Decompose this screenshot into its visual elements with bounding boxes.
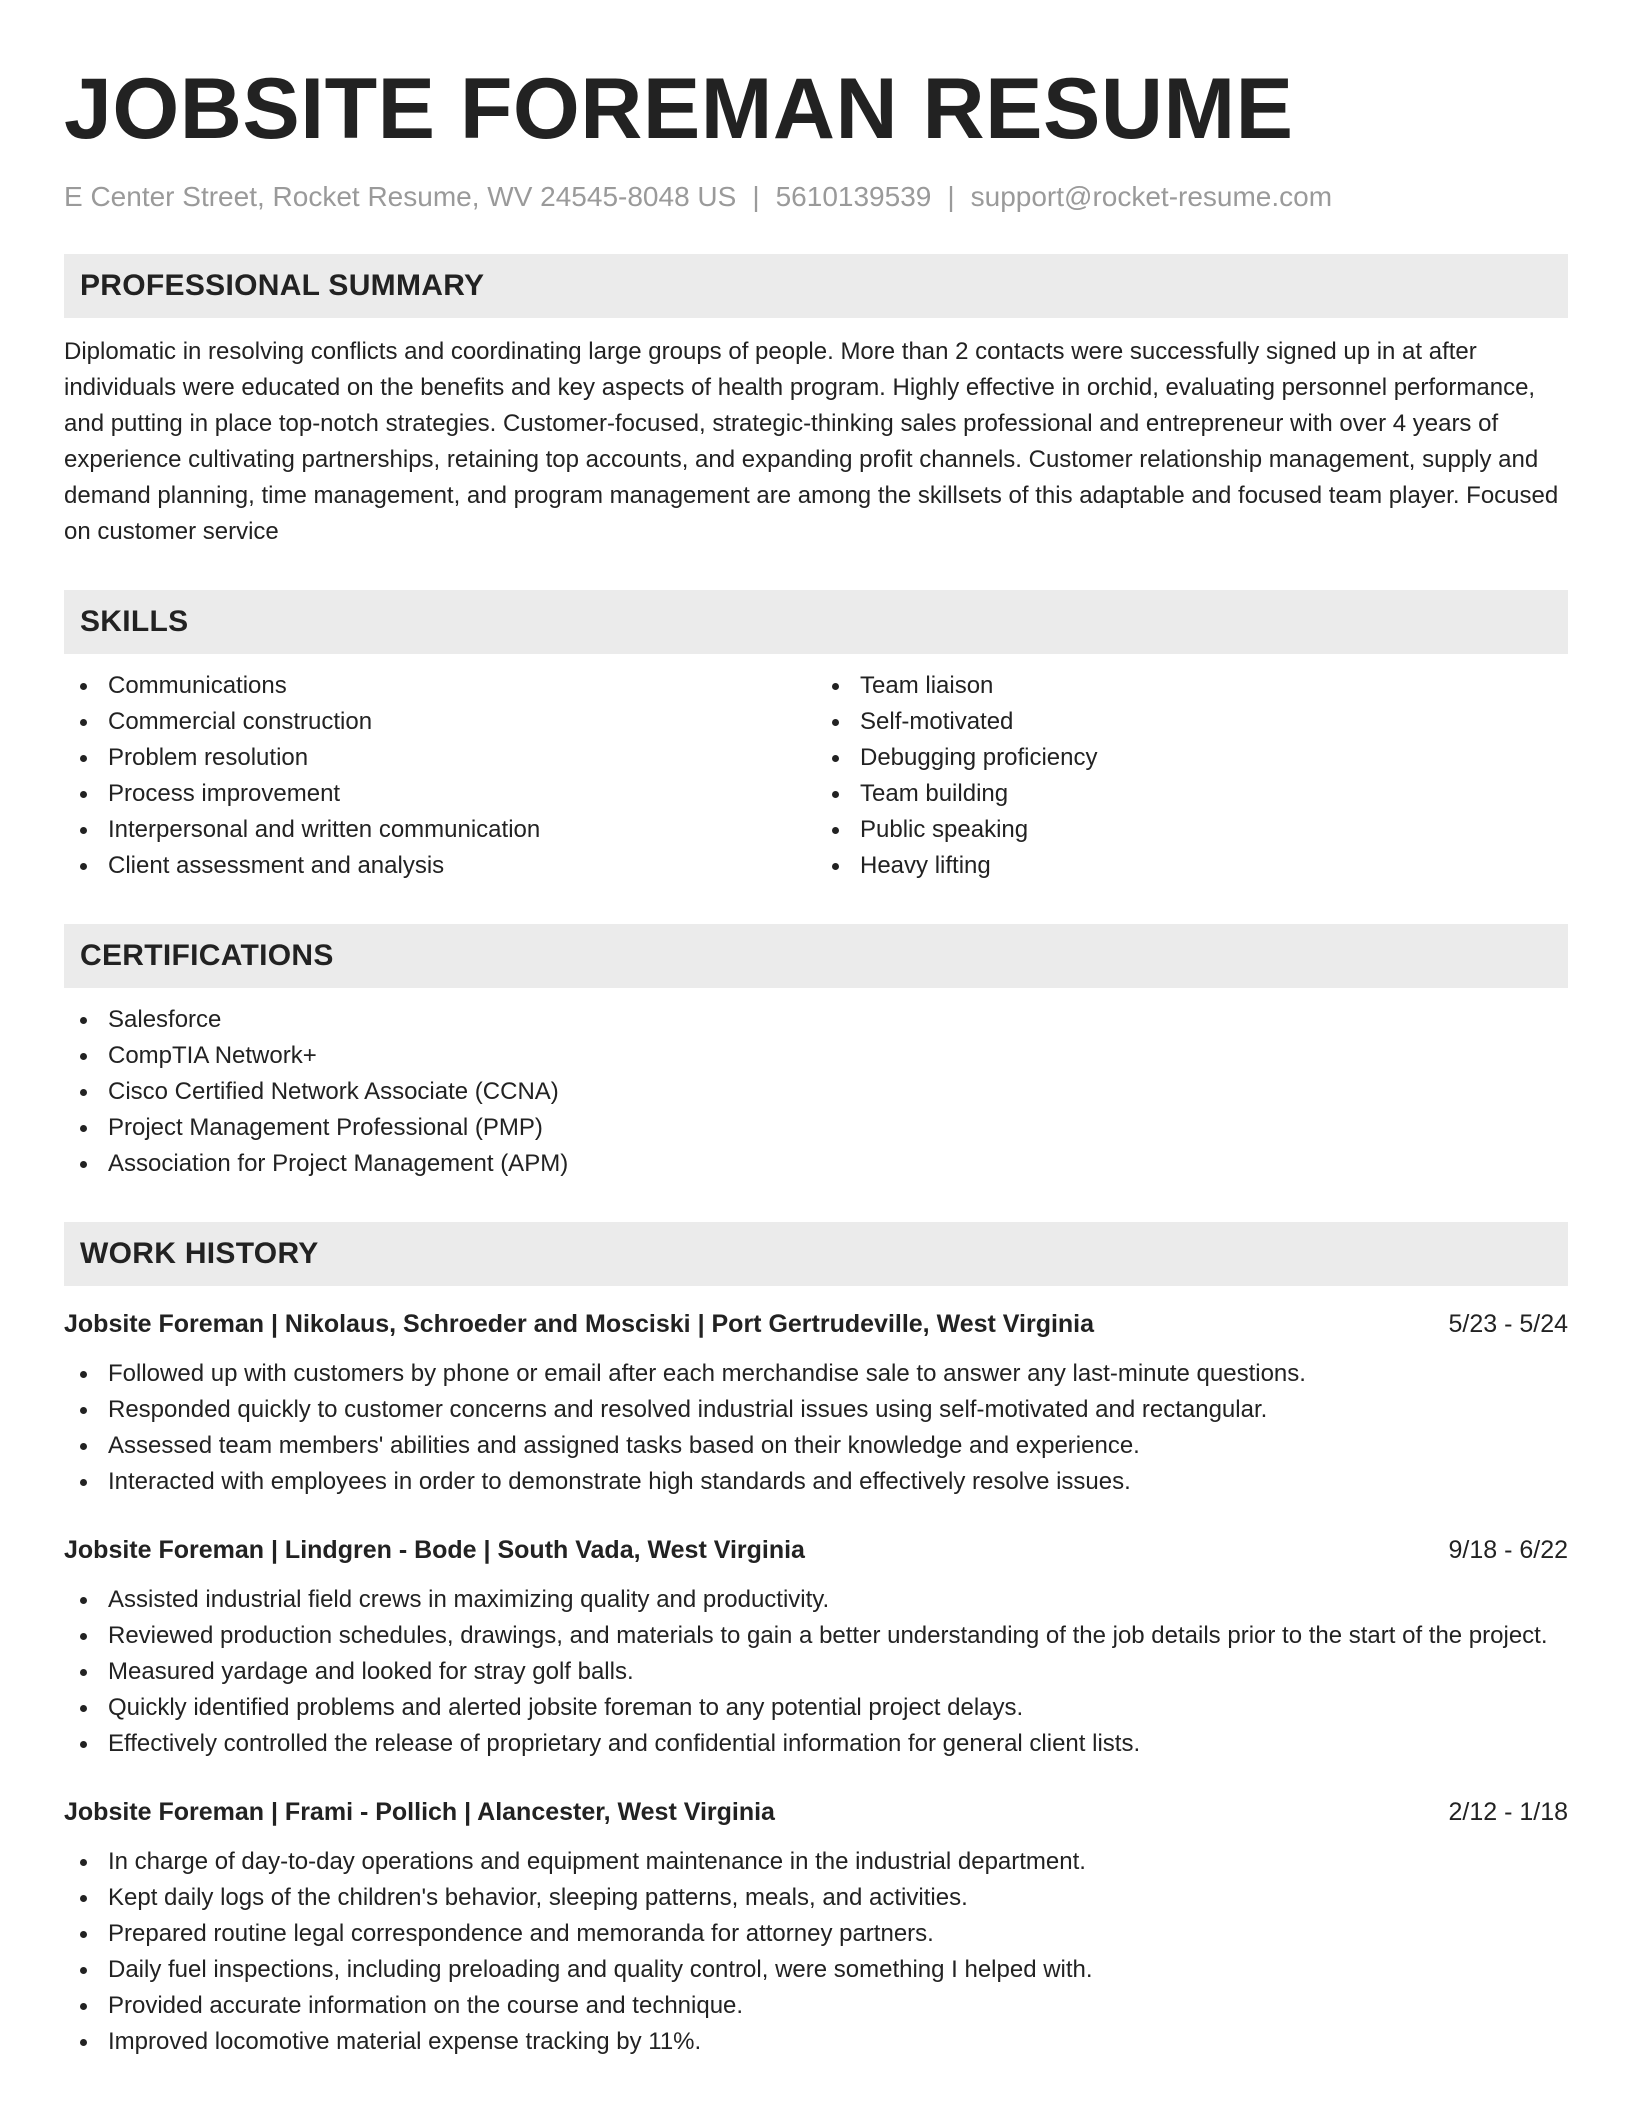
job-bullet: Improved locomotive material expense tracking by 11%. [64,2024,1568,2060]
contact-separator: | [947,181,955,212]
job-bullet: Reviewed production schedules, drawings, and materials to gain a better understanding of the job details prior to the start of the project. [64,1618,1568,1654]
job-title: Jobsite Foreman | Frami - Pollich | Alancester, West Virginia [64,1797,775,1826]
job-bullet: Kept daily logs of the children's behavior, sleeping patterns, meals, and activities. [64,1880,1568,1916]
skill-item: Process improvement [64,776,816,812]
job-entry [64,1306,1568,1500]
skill-item: Debugging proficiency [816,740,1568,776]
certification-item: Salesforce [64,1002,1568,1038]
certification-item: Association for Project Management (APM) [64,1146,1568,1182]
skills-list-right [816,668,1568,884]
skill-item: Problem resolution [64,740,816,776]
job-title: Jobsite Foreman | Nikolaus, Schroeder and Mosciski | Port Gertrudeville, West Virginia [64,1309,1095,1338]
certification-item: Cisco Certified Network Associate (CCNA) [64,1074,1568,1110]
section-header-skills [64,590,1568,654]
section-header-summary [64,254,1568,318]
skill-item: Interpersonal and written communication [64,812,816,848]
section-header-work-history [64,1222,1568,1286]
job-bullet: Measured yardage and looked for stray golf balls. [64,1654,1568,1690]
skill-item: Client assessment and analysis [64,848,816,884]
certifications-list [64,1002,1568,1182]
job-bullets [64,1582,1568,1762]
job-bullets [64,1844,1568,2060]
job-entry [64,1794,1568,2060]
contact-phone: 5610139539 [775,181,932,212]
job-bullet: Interacted with employees in order to demonstrate high standards and effectively resolve issues. [64,1464,1568,1500]
certification-item: CompTIA Network+ [64,1038,1568,1074]
job-dates: 5/23 - 5/24 [1448,1309,1568,1338]
job-bullet: Prepared routine legal correspondence and memoranda for attorney partners. [64,1916,1568,1952]
job-header [64,1306,1568,1342]
job-bullet: Provided accurate information on the course and technique. [64,1988,1568,2024]
section-title-skills: SKILLS [80,604,189,638]
job-dates: 9/18 - 6/22 [1448,1535,1568,1564]
skills-list-left [64,668,816,884]
job-bullet: Responded quickly to customer concerns and resolved industrial issues using self-motivated and rectangular. [64,1392,1568,1428]
job-title: Jobsite Foreman | Lindgren - Bode | South Vada, West Virginia [64,1535,805,1564]
job-header [64,1794,1568,1830]
skill-item: Heavy lifting [816,848,1568,884]
job-bullet: Daily fuel inspections, including preloading and quality control, were something I helped with. [64,1952,1568,1988]
skill-item: Team liaison [816,668,1568,704]
job-bullets [64,1356,1568,1500]
job-bullet: Quickly identified problems and alerted jobsite foreman to any potential project delays. [64,1690,1568,1726]
contact-separator: | [752,181,760,212]
skills-grid [64,668,1568,884]
skill-item: Commercial construction [64,704,816,740]
skill-item: Team building [816,776,1568,812]
summary-text: Diplomatic in resolving conflicts and coordinating large groups of people. More than 2 contacts were successfully signed up in at after individuals were educated on the benefits and key aspects of health program. Highly effective in orchid, evaluating personnel performance, and putting in place top-notch strategies. Customer-focused, strategic-thinking sales professional and entrepreneur with over 4 years of experience cultivating partnerships, retaining top accounts, and expanding profit channels. Customer relationship management, supply and demand planning, time management, and program management are among the skillsets of this adaptable and focused team player. Focused on customer service [64,337,1559,545]
section-header-certifications [64,924,1568,988]
job-dates: 2/12 - 1/18 [1448,1797,1568,1826]
job-bullet: Assessed team members' abilities and assigned tasks based on their knowledge and experience. [64,1428,1568,1464]
contact-address: E Center Street, Rocket Resume, WV 24545-8048 US [64,181,737,212]
job-bullet: Effectively controlled the release of proprietary and confidential information for general client lists. [64,1726,1568,1762]
job-bullet: Followed up with customers by phone or email after each merchandise sale to answer any last-minute questions. [64,1356,1568,1392]
section-title-summary: PROFESSIONAL SUMMARY [80,268,485,302]
contact-email: support@rocket-resume.com [970,181,1333,212]
job-header [64,1532,1568,1568]
job-bullet: Assisted industrial field crews in maximizing quality and productivity. [64,1582,1568,1618]
skill-item: Public speaking [816,812,1568,848]
skill-item: Communications [64,668,816,704]
section-title-work-history: WORK HISTORY [80,1236,319,1270]
job-bullet: In charge of day-to-day operations and equipment maintenance in the industrial department. [64,1844,1568,1880]
section-title-certifications: CERTIFICATIONS [80,938,334,972]
job-entry [64,1532,1568,1762]
resume-title: JOBSITE FOREMAN RESUME [64,61,1294,157]
skill-item: Self-motivated [816,704,1568,740]
certification-item: Project Management Professional (PMP) [64,1110,1568,1146]
contact-line [64,180,1568,214]
